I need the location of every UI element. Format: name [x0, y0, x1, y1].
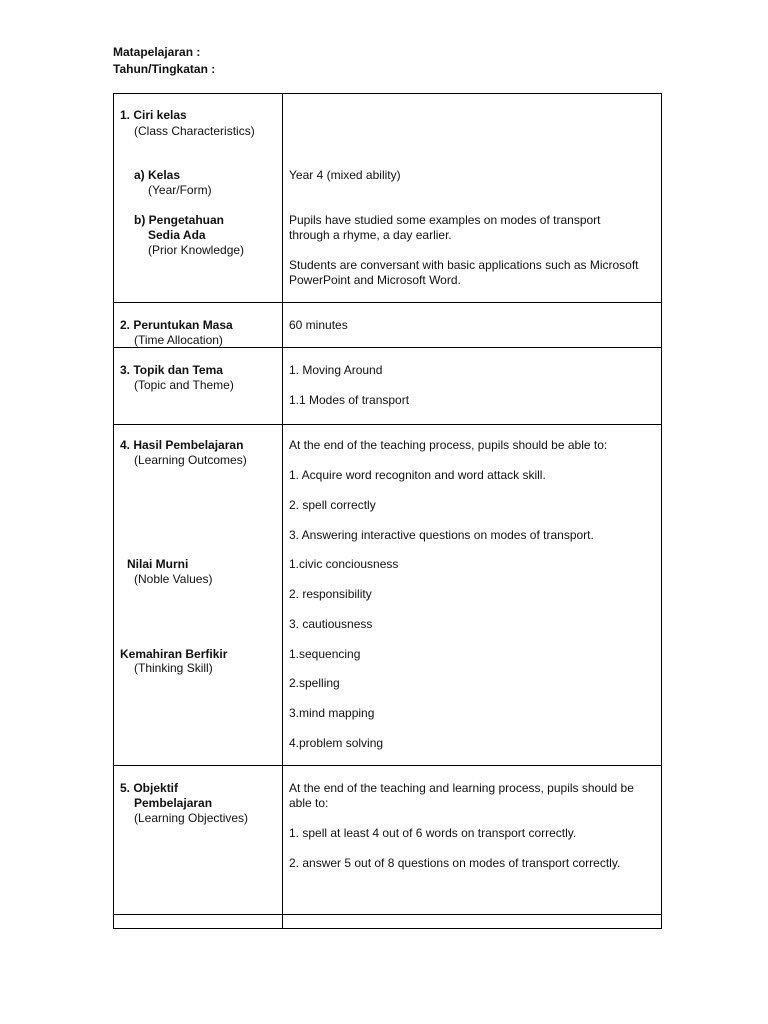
list-item: 2.spelling	[289, 676, 340, 690]
topic-theme-title: 3. Topik dan Tema	[120, 363, 223, 377]
learning-objectives-subtitle: (Learning Objectives)	[134, 811, 249, 825]
kelas-subtitle: (Year/Form)	[148, 183, 212, 197]
prior-knowledge-value: PowerPoint and Microsoft Word.	[289, 273, 461, 287]
learning-objectives-intro: able to:	[289, 796, 329, 810]
list-item: 1. spell at least 4 out of 6 words on transport correctly.	[289, 826, 577, 840]
table-column-divider	[282, 93, 283, 929]
list-item: 3.mind mapping	[289, 706, 375, 720]
prior-knowledge-value: through a rhyme, a day earlier.	[289, 228, 452, 242]
topic-value: 1. Moving Around	[289, 363, 383, 377]
prior-knowledge-value: Pupils have studied some examples on modes of transport	[289, 213, 601, 227]
noble-values-subtitle: (Noble Values)	[134, 572, 213, 586]
prior-knowledge-value: Students are conversant with basic applications such as Microsoft	[289, 258, 639, 272]
time-allocation-title: 2. Peruntukan Masa	[120, 318, 233, 332]
list-item: 4.problem solving	[289, 736, 384, 750]
learning-objectives-intro: At the end of the teaching and learning process, pupils should be	[289, 781, 634, 795]
list-item: 2. answer 5 out of 8 questions on modes of transport correctly.	[289, 856, 621, 870]
row-divider	[113, 914, 662, 915]
thinking-skill-subtitle: (Thinking Skill)	[134, 661, 213, 675]
time-allocation-subtitle: (Time Allocation)	[134, 333, 223, 347]
learning-outcomes-title: 4. Hasil Pembelajaran	[120, 438, 244, 452]
row-divider	[113, 302, 662, 303]
time-allocation-value: 60 minutes	[289, 318, 348, 332]
list-item: 1.civic conciousness	[289, 557, 399, 571]
list-item: 2. spell correctly	[289, 498, 376, 512]
class-characteristics-title: 1. Ciri kelas	[120, 108, 187, 122]
theme-value: 1.1 Modes of transport	[289, 393, 410, 407]
year-form-label: Tahun/Tingkatan :	[113, 62, 216, 76]
list-item: 3. cautiousness	[289, 617, 373, 631]
learning-outcomes-subtitle: (Learning Outcomes)	[134, 453, 247, 467]
prior-knowledge-title: b) Pengetahuan	[134, 213, 225, 227]
learning-outcomes-intro: At the end of the teaching process, pupils should be able to:	[289, 438, 608, 452]
row-divider	[113, 424, 662, 425]
topic-theme-subtitle: (Topic and Theme)	[134, 378, 234, 392]
row-divider	[113, 765, 662, 766]
noble-values-title: Nilai Murni	[127, 557, 189, 571]
kelas-value: Year 4 (mixed ability)	[289, 168, 401, 182]
thinking-skill-title: Kemahiran Berfikir	[120, 647, 228, 661]
list-item: 2. responsibility	[289, 587, 372, 601]
subject-label: Matapelajaran :	[113, 45, 201, 59]
learning-objectives-title-line2: Pembelajaran	[134, 796, 213, 810]
prior-knowledge-title-line2: Sedia Ada	[148, 228, 206, 242]
list-item: 1. Acquire word recogniton and word attack skill.	[289, 468, 546, 482]
learning-objectives-title: 5. Objektif	[120, 781, 179, 795]
kelas-title: a) Kelas	[134, 168, 181, 182]
class-characteristics-subtitle: (Class Characteristics)	[134, 124, 255, 138]
list-item: 1.sequencing	[289, 647, 361, 661]
list-item: 3. Answering interactive questions on modes of transport.	[289, 528, 594, 542]
prior-knowledge-subtitle: (Prior Knowledge)	[148, 243, 245, 257]
